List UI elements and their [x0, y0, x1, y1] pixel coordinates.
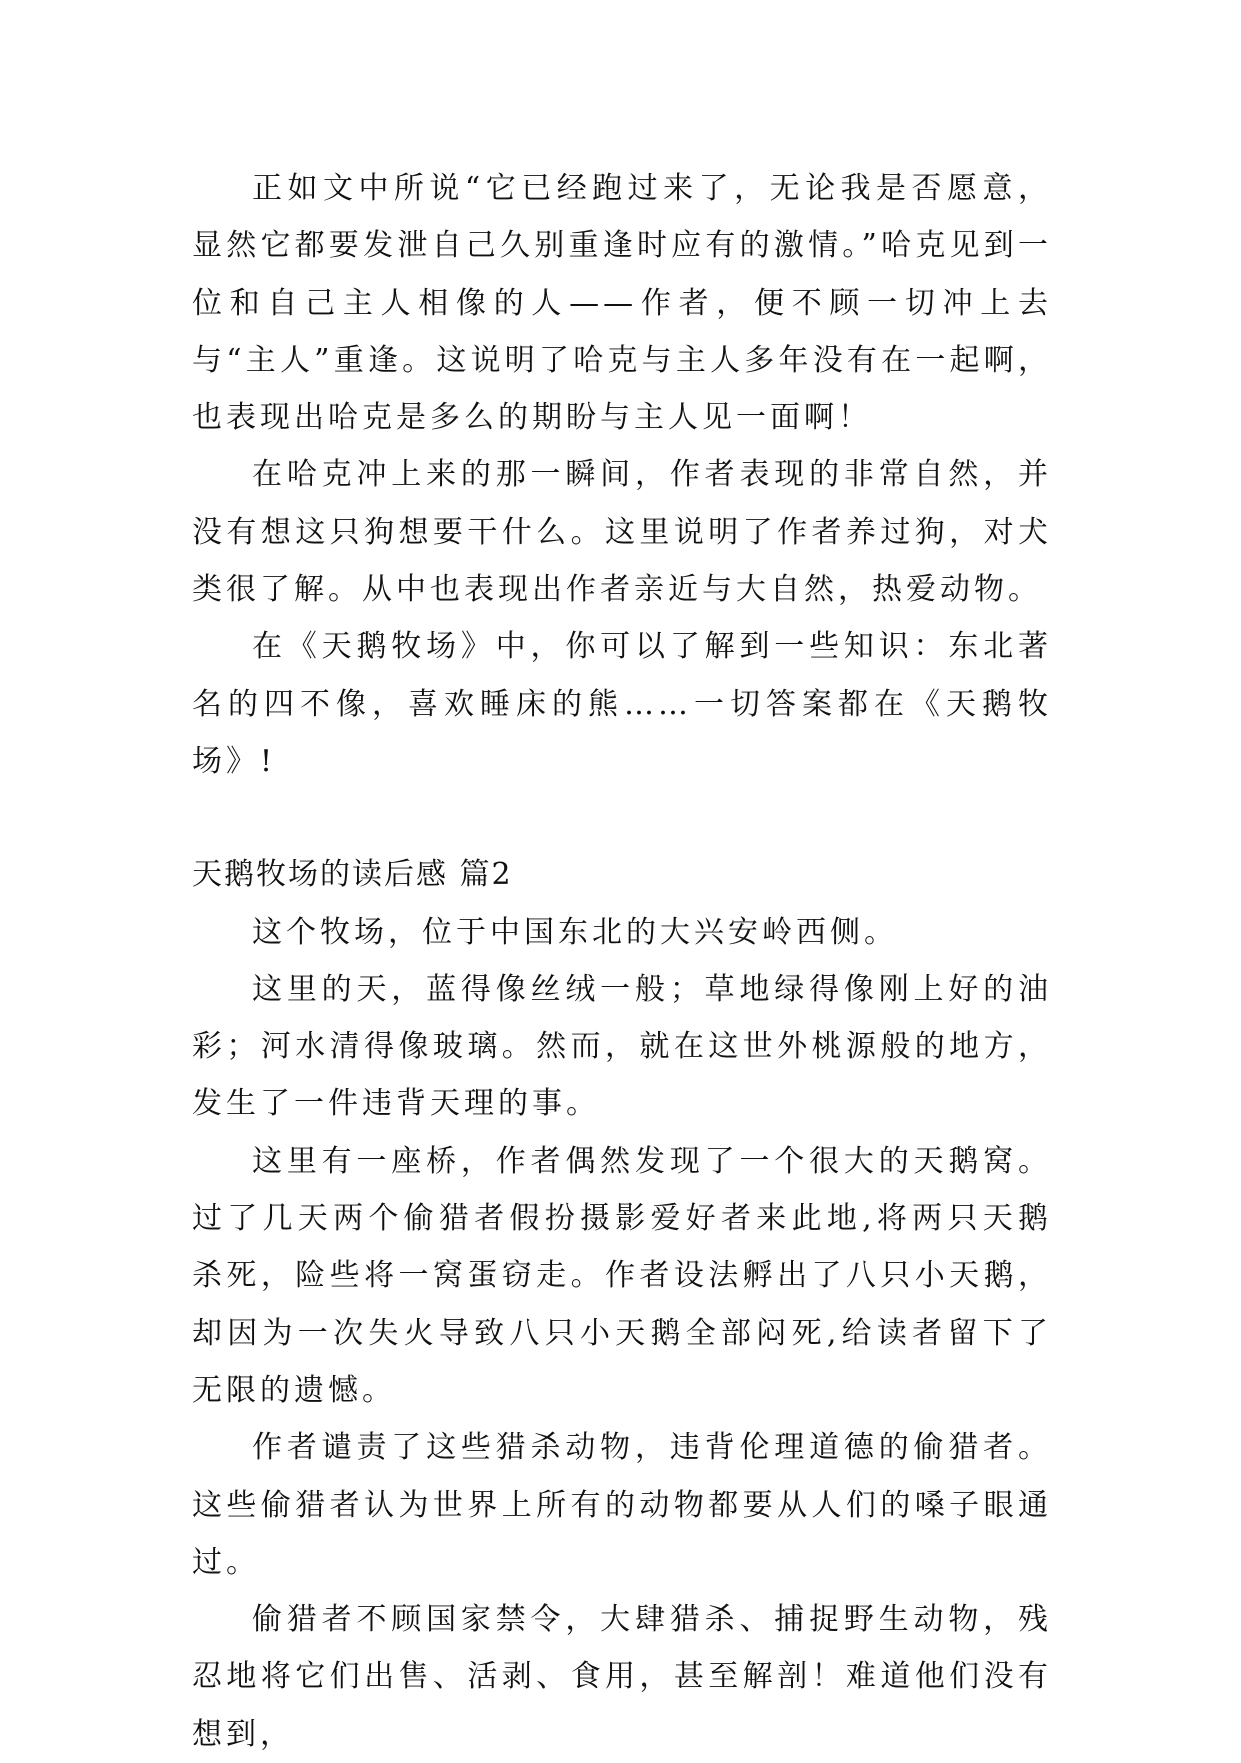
section-heading: 天鹅牧场的读后感 篇2	[192, 857, 513, 893]
paragraph: 这里的天，蓝得像丝绒一般；草地绿得像刚上好的油彩；河水清得像玻璃。然而，就在这世外桃源般的地方，发生了一件违背天理的事。	[192, 971, 1052, 1122]
paragraph: 作者谴责了这些猎杀动物，违背伦理道德的偷猎者。这些偷猎者认为世界上所有的动物都要从人们的嗓子眼通过。	[192, 1430, 1052, 1580]
document-body	[192, 160, 1052, 1763]
paragraph: 在《天鹅牧场》中，你可以了解到一些知识：东北著名的四不像，喜欢睡床的熊……一切答案都在《天鹅牧场》!	[192, 629, 1052, 779]
paragraph: 这个牧场，位于中国东北的大兴安岭西侧。	[252, 914, 898, 950]
paragraph: 偷猎者不顾国家禁令，大肆猎杀、捕捉野生动物，残忍地将它们出售、活剥、食用，甚至解剖！难道他们没有想到，	[192, 1602, 1052, 1752]
paragraph: 在哈克冲上来的那一瞬间，作者表现的非常自然，并没有想这只狗想要干什么。这里说明了作者养过狗，对犬类很了解。从中也表现出作者亲近与大自然，热爱动物。	[192, 457, 1052, 608]
paragraph: 这里有一座桥，作者偶然发现了一个很大的天鹅窝。过了几天两个偷猎者假扮摄影爱好者来此地,将两只天鹅杀死，险些将一窝蛋窃走。作者设法孵出了八只小天鹅，却因为一次失火导致八只小天鹅全部闷死,给读者留下了无限的遗憾。	[192, 1143, 1052, 1408]
paragraph: 正如文中所说“它已经跑过来了，无论我是否愿意，显然它都要发泄自己久别重逢时应有的激情。”哈克见到一位和自己主人相像的人——作者，便不顾一切冲上去与“主人”重逢。这说明了哈克与主人多年没有在一起啊，也表现出哈克是多么的期盼与主人见一面啊！	[192, 171, 1052, 436]
